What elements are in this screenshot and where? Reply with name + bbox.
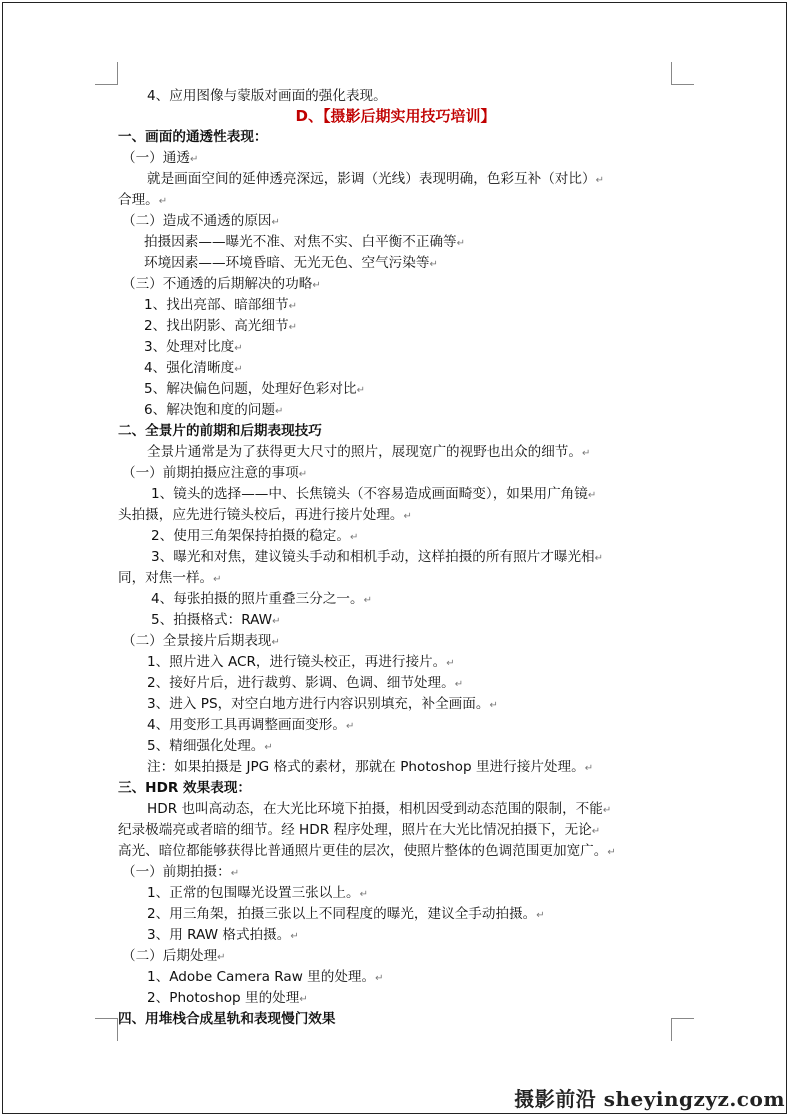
document-line — [144, 337, 243, 359]
paragraph-mark-icon: ↵ — [489, 700, 498, 711]
paragraph-mark-icon: ↵ — [454, 679, 464, 690]
document-line — [151, 589, 372, 611]
line-text: 3、进入 PS，对空白地方进行内容识别填充，补全画面。 — [147, 696, 490, 712]
document-line — [144, 253, 438, 275]
document-line — [147, 694, 498, 716]
paragraph-mark-icon: ↵ — [456, 238, 466, 249]
document-line — [118, 190, 167, 212]
line-text: 2、找出阴影、高光细节 — [144, 318, 289, 334]
document-line — [118, 778, 251, 798]
line-text: 二、全景片的前期和后期表现技巧 — [118, 423, 322, 439]
paragraph-mark-icon: ↵ — [602, 805, 612, 816]
document-line — [122, 946, 226, 968]
paragraph-mark-icon: ↵ — [264, 742, 273, 753]
line-text: 环境因素——环境昏暗、无光无色、空气污染等 — [144, 255, 430, 271]
line-text: 1、照片进入 ACR，进行镜头校正，再进行接片。 — [147, 654, 447, 670]
paragraph-mark-icon: ↵ — [272, 616, 281, 627]
paragraph-mark-icon: ↵ — [158, 196, 168, 207]
document-line — [144, 358, 243, 380]
paragraph-mark-icon: ↵ — [403, 511, 412, 522]
line-text: 4、用变形工具再调整画面变形。 — [147, 717, 346, 733]
document-line — [147, 673, 463, 695]
line-text: 头拍摄，应先进行镜头校后，再进行接片处理。 — [118, 507, 404, 523]
intro-line: 4、应用图像与蒙版对画面的强化表现。 — [147, 88, 387, 104]
line-text: 1、Adobe Camera Raw 里的处理。 — [147, 969, 376, 985]
line-text: 2、使用三角架保持拍摄的稳定。 — [151, 528, 350, 544]
document-title: D、【摄影后期实用技巧培训】 — [295, 107, 496, 125]
document-line — [144, 316, 297, 338]
paragraph-mark-icon: ↵ — [189, 154, 199, 165]
document-line — [147, 925, 299, 947]
paragraph-mark-icon: ↵ — [288, 301, 297, 312]
line-text: 一、画面的通透性表现： — [118, 129, 268, 145]
line-text: 6、解决饱和度的问题 — [144, 402, 275, 418]
crop-mark-top-right — [671, 62, 694, 85]
line-text: （二）造成不通透的原因 — [122, 213, 272, 229]
paragraph-mark-icon: ↵ — [275, 406, 284, 417]
paragraph-mark-icon: ↵ — [584, 763, 594, 774]
line-text: （三）不通透的后期解决的功略 — [122, 276, 313, 292]
paragraph-mark-icon: ↵ — [356, 385, 365, 396]
line-text: 3、曝光和对焦，建议镜头手动和相机手动，这样拍摄的所有照片才曝光相 — [151, 549, 595, 565]
paragraph-mark-icon: ↵ — [298, 469, 308, 480]
watermark-logo: 摄影前沿 sheyingzyz.com — [514, 1087, 785, 1111]
line-text: （二）全景接片后期表现 — [122, 633, 272, 649]
paragraph-mark-icon: ↵ — [375, 973, 384, 984]
line-text: 2、接好片后，进行裁剪、影调、色调、细节处理。 — [147, 675, 455, 691]
document-line — [118, 568, 222, 590]
document-line — [144, 400, 283, 422]
document-line — [147, 799, 611, 821]
crop-mark-bottom-left — [95, 1018, 118, 1041]
line-text: （一）前期拍摄： — [122, 864, 231, 880]
document-line — [144, 232, 465, 254]
document-line — [118, 820, 600, 842]
paragraph-mark-icon: ↵ — [587, 490, 597, 501]
paragraph-mark-icon: ↵ — [359, 889, 368, 900]
document-line — [118, 421, 322, 441]
document-line — [147, 442, 590, 464]
paragraph-mark-icon: ↵ — [288, 322, 297, 333]
line-text: 全景片通常是为了获得更大尺寸的照片，展现宽广的视野也出众的细节。 — [147, 444, 582, 460]
paragraph-mark-icon: ↵ — [234, 343, 243, 354]
document-line — [118, 841, 616, 863]
document-line — [147, 988, 308, 1010]
line-text: 就是画面空间的延伸透亮深远，影调（光线）表现明确，色彩互补（对比） — [147, 171, 596, 187]
paragraph-mark-icon: ↵ — [312, 280, 321, 291]
document-line — [122, 862, 239, 884]
line-text: 注：如果拍摄是 JPG 格式的素材，那就在 Photoshop 里进行接片处理。 — [147, 759, 585, 775]
line-text: 1、找出亮部、暗部细节 — [144, 297, 289, 313]
document-line — [151, 610, 281, 632]
paragraph-mark-icon: ↵ — [607, 847, 616, 858]
document-line — [151, 484, 596, 506]
line-text: （一）前期拍摄应注意的事项 — [122, 465, 299, 481]
paragraph-mark-icon: ↵ — [582, 448, 591, 459]
crop-mark-top-left — [95, 62, 118, 85]
line-text: 三、HDR 效果表现： — [118, 780, 252, 796]
line-text: 3、处理对比度 — [144, 339, 235, 355]
line-text: 同，对焦一样。 — [118, 570, 214, 586]
document-line — [151, 547, 603, 569]
line-text: 纪录极端亮或者暗的细节。经 HDR 程序处理，照片在大光比情况拍摄下，无论 — [118, 822, 592, 838]
document-line — [118, 1009, 336, 1029]
line-text: 5、精细强化处理。 — [147, 738, 265, 754]
document-line — [147, 883, 368, 905]
paragraph-mark-icon: ↵ — [536, 910, 545, 921]
line-text: 3、用 RAW 格式拍摄。 — [147, 927, 291, 943]
paragraph-mark-icon: ↵ — [230, 868, 240, 879]
paragraph-mark-icon: ↵ — [363, 595, 372, 606]
paragraph-mark-icon: ↵ — [594, 553, 604, 564]
paragraph-mark-icon: ↵ — [217, 952, 226, 963]
paragraph-mark-icon: ↵ — [299, 994, 308, 1005]
document-line — [118, 505, 412, 527]
crop-mark-bottom-right — [671, 1018, 694, 1041]
paragraph-mark-icon: ↵ — [446, 658, 455, 669]
line-text: 1、正常的包围曝光设置三张以上。 — [147, 885, 360, 901]
line-text: 2、Photoshop 里的处理 — [147, 990, 300, 1006]
line-text: 4、每张拍摄的照片重叠三分之一。 — [151, 591, 364, 607]
paragraph-mark-icon: ↵ — [271, 637, 280, 648]
line-text: 合理。 — [118, 192, 159, 208]
line-text: 高光、暗位都能够获得比普通照片更佳的层次，使照片整体的色调范围更加宽广。 — [118, 843, 608, 859]
document-line — [147, 757, 593, 779]
line-text: HDR 也叫高动态，在大光比环境下拍摄，相机因受到动态范围的限制，不能 — [147, 801, 603, 817]
line-text: 5、解决偏色问题，处理好色彩对比 — [144, 381, 357, 397]
document-line — [122, 463, 307, 485]
document-line — [122, 211, 280, 233]
line-text: 拍摄因素——曝光不准、对焦不实、白平衡不正确等 — [144, 234, 457, 250]
paragraph-mark-icon: ↵ — [595, 175, 604, 186]
line-text: 1、镜头的选择——中、长焦镜头（不容易造成画面畸变），如果用广角镜 — [151, 486, 588, 502]
paragraph-mark-icon: ↵ — [290, 931, 299, 942]
document-line — [118, 127, 268, 147]
document-line — [147, 736, 273, 758]
document-line — [122, 274, 321, 296]
paragraph-mark-icon: ↵ — [429, 259, 438, 270]
paragraph-mark-icon: ↵ — [234, 364, 243, 375]
document-line — [147, 169, 604, 191]
line-text: （二）后期处理 — [122, 948, 218, 964]
document-line — [147, 967, 384, 989]
document-line — [144, 295, 297, 317]
paragraph-mark-icon: ↵ — [349, 532, 359, 543]
document-line — [144, 379, 365, 401]
line-text: 四、用堆栈合成星轨和表现慢门效果 — [118, 1011, 336, 1027]
paragraph-mark-icon: ↵ — [591, 826, 601, 837]
document-line — [122, 631, 280, 653]
document-line — [122, 148, 198, 170]
paragraph-mark-icon: ↵ — [213, 574, 222, 585]
line-text: （一）通透 — [122, 150, 190, 166]
paragraph-mark-icon: ↵ — [271, 217, 280, 228]
document-line — [147, 652, 455, 674]
paragraph-mark-icon: ↵ — [345, 721, 355, 732]
document-line — [147, 715, 354, 737]
document-line — [151, 526, 358, 548]
line-text: 5、拍摄格式：RAW — [151, 612, 273, 628]
line-text: 2、用三角架，拍摄三张以上不同程度的曝光，建议全手动拍摄。 — [147, 906, 537, 922]
line-text: 4、强化清晰度 — [144, 360, 235, 376]
document-line — [147, 904, 545, 926]
